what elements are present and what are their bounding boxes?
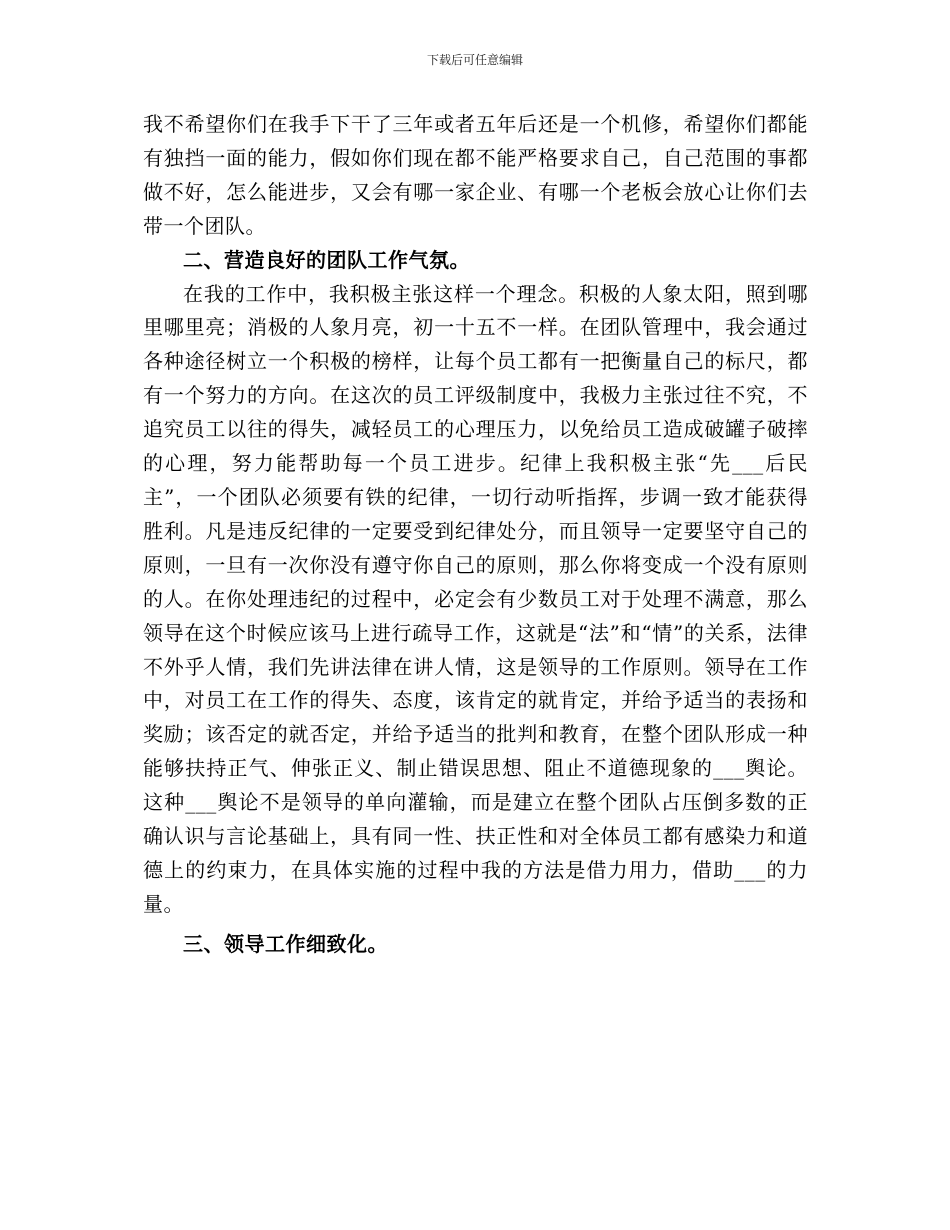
section-heading-3: 三、领导工作细致化。 xyxy=(183,931,388,956)
page-header: 下载后可任意编辑 xyxy=(426,53,523,67)
paragraph-team-atmosphere: 在我的工作中，我积极主张这样一个理念。积极的人象太阳，照到哪里哪里亮；消极的人象月亮，初一十五不一样。在团队管理中，我会通过各种途径树立一个积极的榜样，让每个员工都有一把衡量自己的标尺，都有一个努力的方向。在这次的员工评级制度中，我极力主张过往不究，不追究员工以往的得失，减轻员工的心理压力，以免给员工造成破罐子破摔的心理，努力能帮助每一个员工进步。纪律上我积极主张“先___后民主”，一个团队必须要有铁的纪律，一切行动听指挥，步调一致才能获得胜利。凡是违反纪律的一定要受到纪律处分，而且领导一定要坚守自己的原则，一旦有一次你没有遵守你自己的原则，那么你将变成一个没有原则的人。在你处理违纪的过程中，必定会有少数员工对于处理不满意，那么领导在这个时候应该马上进行疏导工作，这就是“法”和“情”的关系，法律不外乎人情，我们先讲法律在讲人情，这是领导的工作原则。领导在工作中，对员工在工作的得失、态度，该肯定的就肯定，并给予适当的表扬和奖励；该否定的就否定，并给予适当的批判和教育，在整个团队形成一种能够扶持正气、伸张正义、制止错误思想、阻止不道德现象的___舆论。这种___舆论不是领导的单向灌输，而是建立在整个团队占压倒多数的正确认识与言论基础上，具有同一性、扶正性和对全体员工都有感染力和道德上的约束力，在具体实施的过程中我的方法是借力用力，借助___的力量。 xyxy=(143,281,808,916)
section-heading-2: 二、营造良好的团队工作气氛。 xyxy=(183,247,470,272)
paragraph-continuation: 我不希望你们在我手下干了三年或者五年后还是一个机修，希望你们都能有独挡一面的能力，假如你们现在都不能严格要求自己，自己范围的事都做不好，怎么能进步，又会有哪一家企业、有哪一个老板会放心让你们去带一个团队。 xyxy=(143,112,808,238)
document-body xyxy=(143,108,808,962)
